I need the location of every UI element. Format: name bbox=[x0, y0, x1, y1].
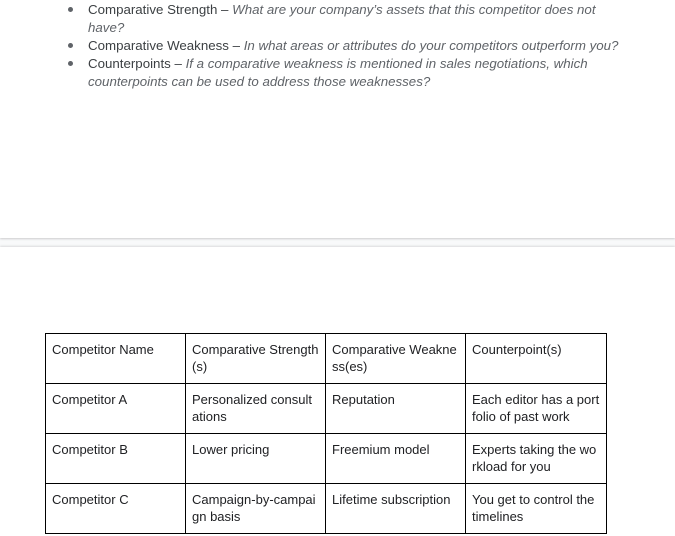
table-cell: Each editor has a portfolio of past work bbox=[466, 384, 607, 434]
bullet-term: Counterpoints bbox=[88, 56, 171, 71]
table-cell: Personalized consultations bbox=[186, 384, 326, 434]
table-cell: Experts taking the workload for you bbox=[466, 434, 607, 484]
list-item bbox=[64, 37, 624, 55]
table-row bbox=[46, 434, 607, 484]
table-header-cell: Competitor Name bbox=[46, 334, 186, 384]
table-row bbox=[46, 384, 607, 434]
document-page-top bbox=[0, 0, 675, 238]
list-item bbox=[64, 55, 624, 91]
bullet-icon bbox=[68, 43, 73, 48]
bullet-icon bbox=[68, 61, 73, 66]
table-cell: Freemium model bbox=[326, 434, 466, 484]
table-cell: Competitor C bbox=[46, 484, 186, 534]
bullet-icon bbox=[68, 7, 73, 12]
table-cell: Lower pricing bbox=[186, 434, 326, 484]
table-cell: Competitor B bbox=[46, 434, 186, 484]
bullet-separator: – bbox=[170, 56, 186, 71]
table-cell: Campaign-by-campaign basis bbox=[186, 484, 326, 534]
competitor-table bbox=[45, 333, 607, 534]
table-cell: Reputation bbox=[326, 384, 466, 434]
table-header-row bbox=[46, 334, 607, 384]
bullet-hint: In what areas or attributes do your competitors outperform you? bbox=[243, 38, 619, 53]
table-header-cell: Counterpoint(s) bbox=[466, 334, 607, 384]
table-row bbox=[46, 484, 607, 534]
list-item bbox=[64, 1, 624, 37]
table-header-cell: Comparative Weakness(es) bbox=[326, 334, 466, 384]
table-cell: You get to control the timelines bbox=[466, 484, 607, 534]
bullet-hint: What are your company’s assets that this competitor does not have? bbox=[88, 2, 596, 35]
table-cell: Lifetime subscription bbox=[326, 484, 466, 534]
bullet-separator: – bbox=[217, 2, 233, 17]
bullet-term: Comparative Strength bbox=[88, 2, 218, 17]
bullet-hint: If a comparative weakness is mentioned in sales negotiations, which counterpoints can be used to address those weaknesses? bbox=[88, 56, 588, 89]
bullet-term: Comparative Weakness bbox=[88, 38, 229, 53]
table-header-cell: Comparative Strength(s) bbox=[186, 334, 326, 384]
table-cell: Competitor A bbox=[46, 384, 186, 434]
bullet-separator: – bbox=[228, 38, 244, 53]
bullet-list bbox=[64, 0, 624, 91]
